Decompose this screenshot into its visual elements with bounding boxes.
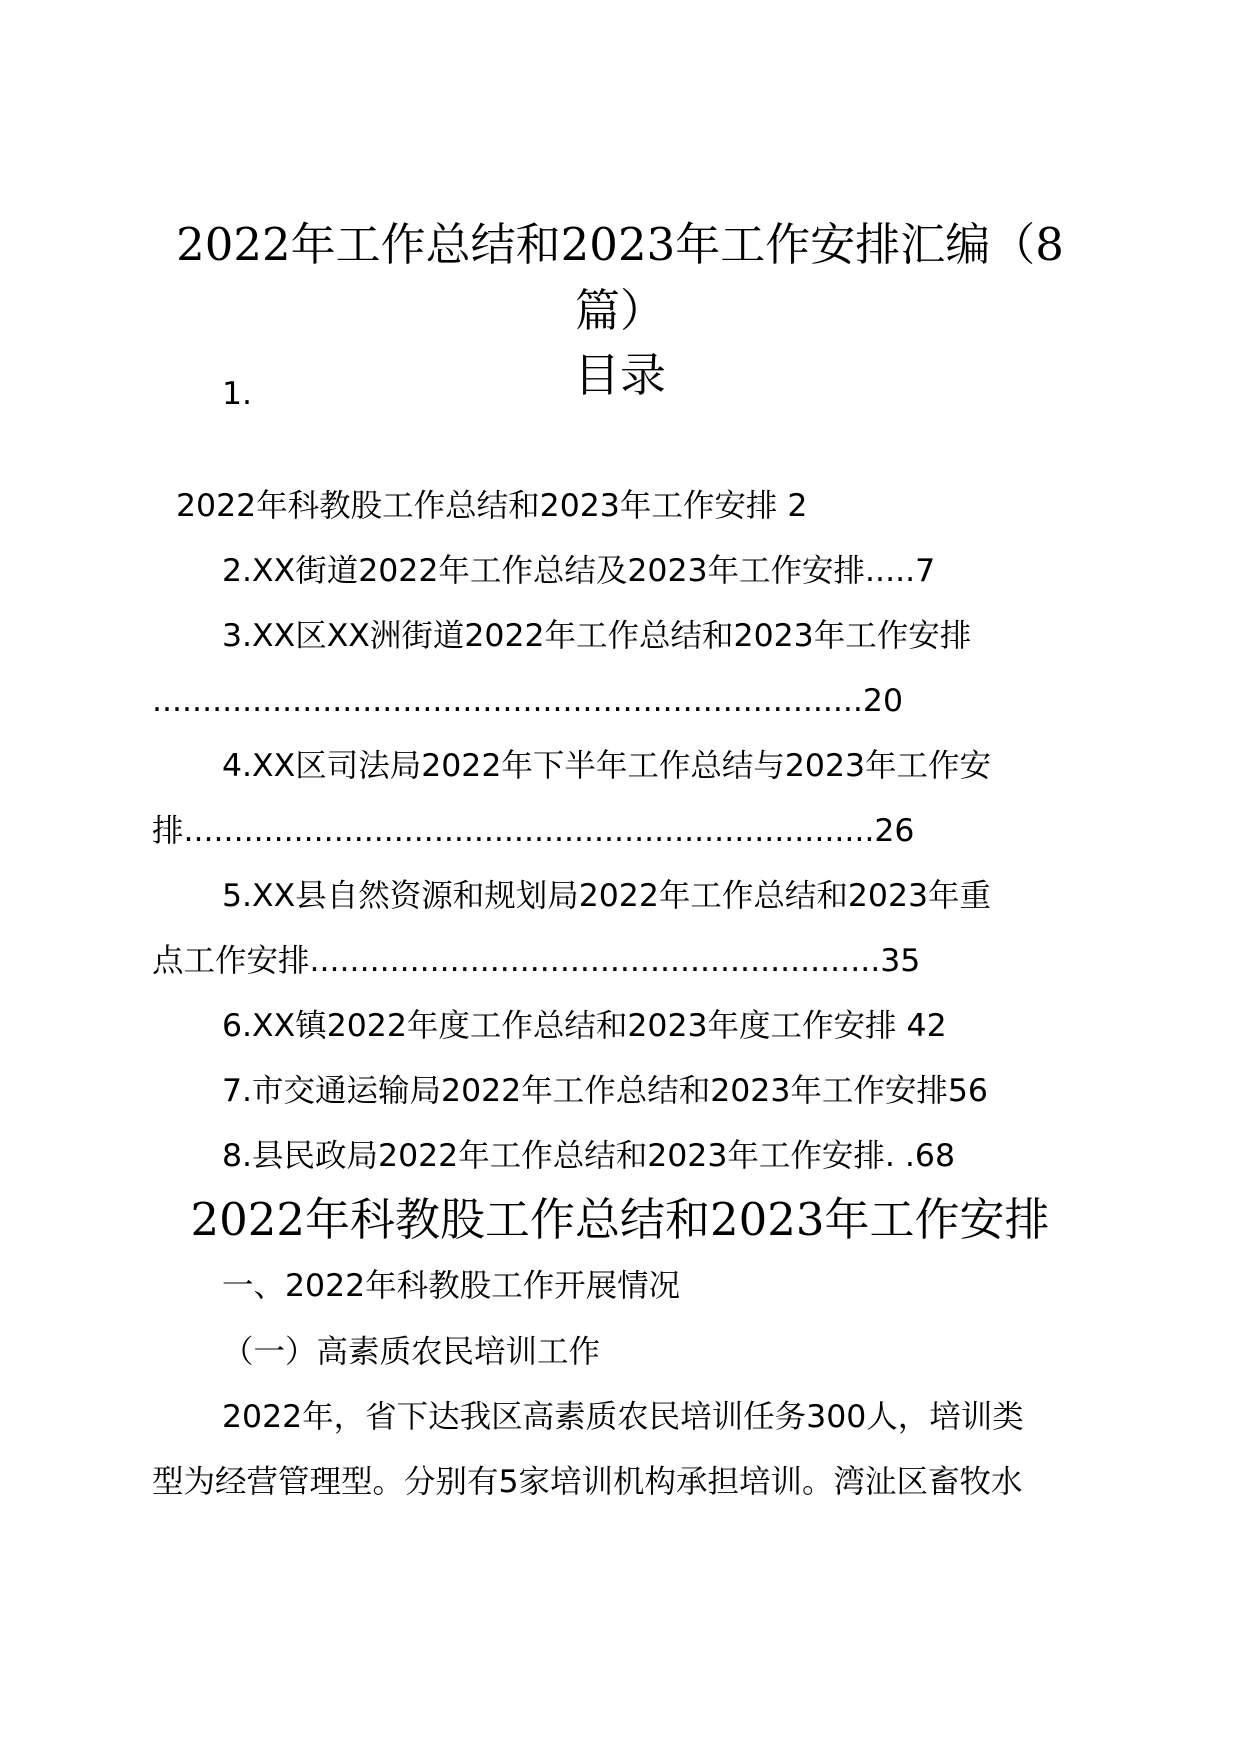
toc-heading: 目录 — [574, 348, 666, 402]
toc-item-3-line1[interactable]: 3.XX区XX洲街道2022年工作总结和2023年工作安排 — [222, 618, 972, 654]
toc-item-1-number[interactable]: 1. — [222, 376, 253, 412]
toc-item-7[interactable]: 7.市交通运输局2022年工作总结和2023年工作安排56 — [222, 1073, 988, 1109]
section-heading-1: 一、2022年科教股工作开展情况 — [222, 1268, 681, 1304]
toc-item-4-line2[interactable]: 排.....................................................................26 — [152, 813, 915, 849]
paragraph-1-line-1: 2022年，省下达我区高素质农民培训任务300人，培训类 — [222, 1399, 1024, 1435]
document-title-line1: 2022年工作总结和2023年工作安排汇编（8 — [176, 218, 1064, 271]
toc-item-6[interactable]: 6.XX镇2022年度工作总结和2023年度工作安排 42 — [222, 1008, 947, 1044]
toc-item-5-line1[interactable]: 5.XX县自然资源和规划局2022年工作总结和2023年重 — [222, 878, 992, 914]
section-title: 2022年科教股工作总结和2023年工作安排 — [190, 1193, 1050, 1246]
toc-item-5-line2[interactable]: 点工作安排.........................................................35 — [152, 943, 921, 979]
document-title — [150, 212, 1090, 344]
document-title-line2: 篇） — [574, 284, 665, 337]
section-subheading-1: （一）高素质农民培训工作 — [222, 1334, 601, 1370]
toc-item-1[interactable]: 2022年科教股工作总结和2023年工作安排 2 — [176, 488, 808, 524]
toc-item-4-line1[interactable]: 4.XX区司法局2022年下半年工作总结与2023年工作安 — [222, 748, 992, 784]
toc-item-2[interactable]: 2.XX街道2022年工作总结及2023年工作安排.....7 — [222, 553, 936, 589]
paragraph-1-line-2: 型为经营管理型。分别有5家培训机构承担培训。湾沚区畜牧水 — [152, 1464, 1023, 1500]
toc-item-3-line2[interactable]: .......................................................................20 — [152, 683, 904, 719]
toc-item-8[interactable]: 8.县民政局2022年工作总结和2023年工作安排. .68 — [222, 1138, 956, 1174]
